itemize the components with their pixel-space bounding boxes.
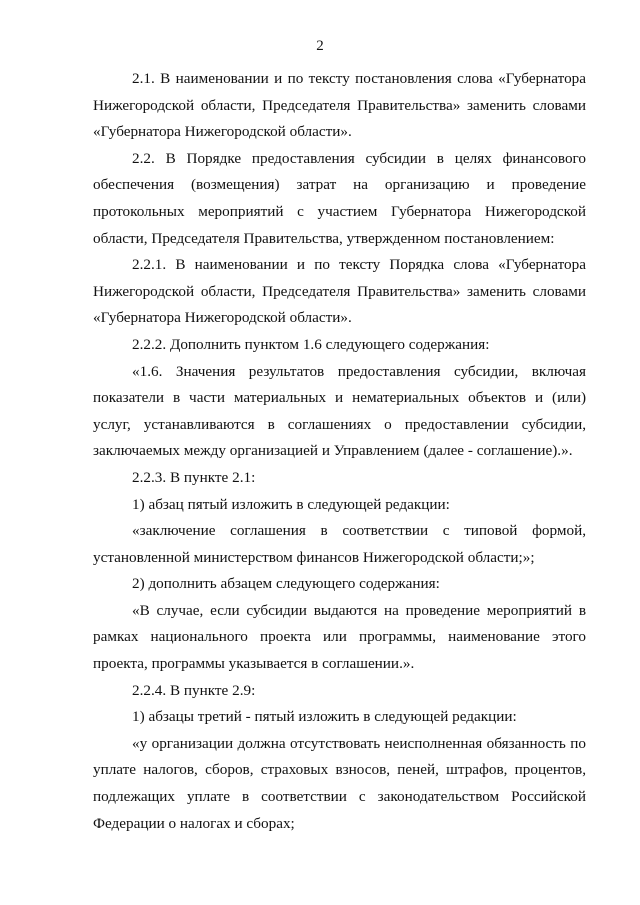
paragraph-quote-soglashenie: «заключение соглашения в соответствии с типовой формой, установленной министерством финансов Нижегородской области;»; — [93, 522, 586, 566]
page-number: 2 — [316, 38, 324, 54]
document-body — [93, 66, 586, 837]
paragraph-item-1-abzacy: 1) абзацы третий - пятый изложить в следующей редакции: — [132, 708, 517, 726]
paragraph-2-2-4: 2.2.4. В пункте 2.9: — [132, 681, 256, 699]
paragraph-2-2: 2.2. В Порядке предоставления субсидии в целях финансового обеспечения (возмещения) затрат на организацию и проведение протокольных мероприятий с участием Губернатора Нижегородской области, Председателя Правительства, утвержденном постановлением: — [93, 149, 586, 247]
paragraph-item-1-abzac-pyatyi: 1) абзац пятый изложить в следующей редакции: — [132, 495, 450, 513]
paragraph-2-2-2: 2.2.2. Дополнить пунктом 1.6 следующего содержания: — [132, 335, 490, 353]
paragraph-2-1: 2.1. В наименовании и по тексту постановления слова «Губернатора Нижегородской области, Председателя Правительства» заменить словами «Губернатора Нижегородской области». — [93, 70, 586, 141]
paragraph-2-2-3: 2.2.3. В пункте 2.1: — [132, 468, 256, 486]
paragraph-item-2-dopolnit: 2) дополнить абзацем следующего содержания: — [132, 575, 440, 593]
paragraph-quote-nalogi: «у организации должна отсутствовать неисполненная обязанность по уплате налогов, сборов, страховых взносов, пеней, штрафов, процентов, подлежащих уплате в соответствии с законодательством Российской Федерации о налогах и сборах; — [93, 734, 586, 832]
paragraph-2-2-1: 2.2.1. В наименовании и по тексту Порядка слова «Губернатора Нижегородской области, Председателя Правительства» заменить словами «Губернатора Нижегородской области». — [93, 256, 586, 327]
paragraph-quote-1-6: «1.6. Значения результатов предоставления субсидии, включая показатели в части материальных и нематериальных объектов и (или) услуг, устанавливаются в соглашениях о предоставлении субсидии, заключаемых между организацией и Управлением (далее - соглашение).». — [93, 362, 586, 460]
paragraph-quote-nacproekt: «В случае, если субсидии выдаются на проведение мероприятий в рамках национального проекта или программы, наименование этого проекта, программы указывается в соглашении.». — [93, 601, 586, 673]
